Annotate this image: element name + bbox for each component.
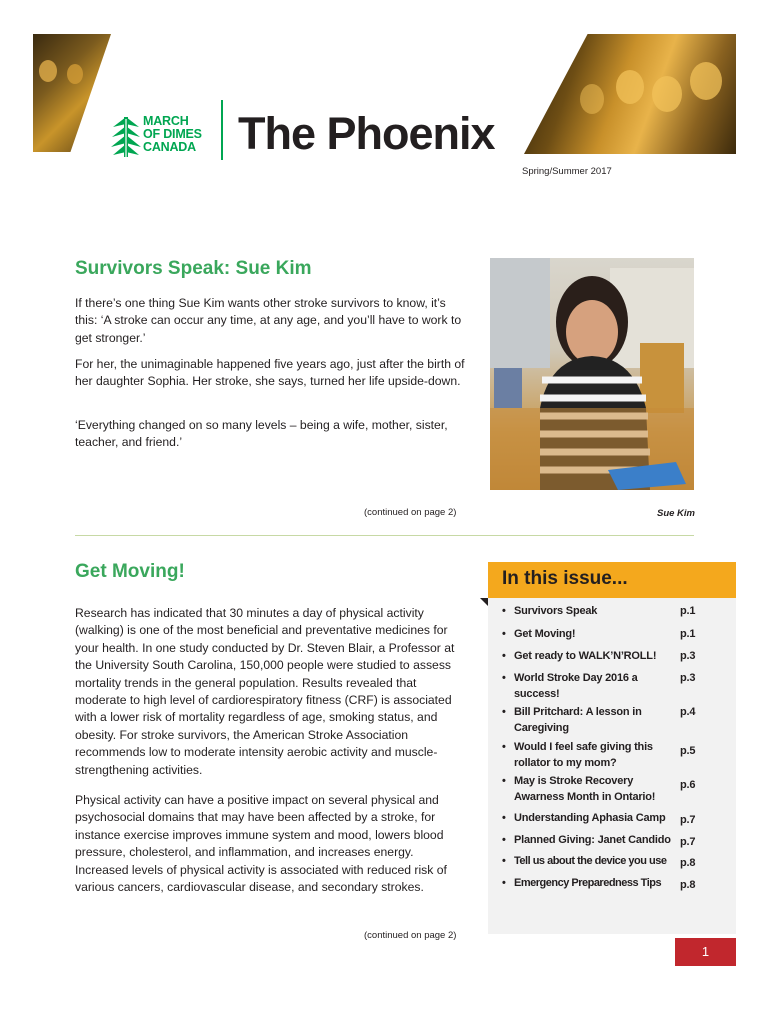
article1-title: Survivors Speak: Sue Kim [75, 258, 312, 279]
toc-item-label: Emergency Preparedness Tips [514, 877, 662, 889]
toc-item-page: p.7 [680, 836, 696, 848]
sidebar-title: In this issue... [502, 568, 628, 589]
table-of-contents [502, 0, 728, 1024]
toc-item-label: Get Moving! [514, 628, 576, 640]
toc-item-label: Would I feel safe giving this rollator to my mom? [514, 741, 653, 769]
page-number-badge: 1 [675, 938, 736, 966]
article2-title: Get Moving! [75, 561, 185, 582]
toc-item-label: Get ready to WALK’N’ROLL! [514, 650, 657, 662]
bullet-icon: • [502, 834, 506, 846]
article1-continued: (continued on page 2) [364, 507, 457, 518]
logo-wordmark [143, 115, 215, 154]
toc-item-label: May is Stroke Recovery Awarness Month in Ontario! [514, 775, 656, 803]
toc-item-label: World Stroke Day 2016 a success! [514, 672, 638, 700]
toc-item-page: p.8 [680, 857, 696, 869]
article1-paragraph-2: For her, the unimaginable happened five years ago, just after the birth of her daughter Sophia. Her stroke, she says, turned her life upside-down. [75, 357, 465, 389]
bullet-icon: • [502, 877, 506, 889]
article2-continued: (continued on page 2) [364, 930, 457, 941]
sidebar-notch [480, 598, 488, 606]
article2-paragraph-2: Physical activity can have a positive impact on several physical and psychosocial domains that may have been affected by a stroke, for instance exercise improves immune system and mood, lowers blood pressure, cholesterol, and inflammation, and increases energy. Increased levels of physical activity is associated with reduced risk of various cancers, cardiovascular disease, and secondary strokes. [75, 793, 447, 895]
bullet-icon: • [502, 855, 506, 867]
toc-item-label: Planned Giving: Janet Candido [514, 834, 671, 846]
toc-item-page: p.3 [680, 650, 696, 662]
toc-item-label: Tell us about the device you use [514, 855, 667, 867]
bullet-icon: • [502, 706, 506, 718]
toc-item-page: p.6 [680, 779, 696, 791]
bullet-icon: • [502, 812, 506, 824]
toc-item-page: p.7 [680, 814, 696, 826]
header-photo-left [33, 34, 111, 152]
logo-line-3: CANADA [143, 140, 196, 154]
toc-item-label: Bill Pritchard: A lesson in Caregiving [514, 706, 642, 734]
toc-item-page: p.1 [680, 628, 696, 640]
maple-tree-logo-icon [111, 115, 141, 157]
issue-date: Spring/Summer 2017 [522, 166, 612, 177]
logo-divider [221, 100, 223, 160]
bullet-icon: • [502, 628, 506, 640]
toc-item-page: p.8 [680, 879, 696, 891]
toc-item-page: p.4 [680, 706, 696, 718]
bullet-icon: • [502, 741, 506, 753]
toc-item-page: p.1 [680, 605, 696, 617]
bullet-icon: • [502, 775, 506, 787]
newsletter-title: The Phoenix [238, 108, 495, 159]
article1-paragraph-3: ‘Everything changed on so many levels – being a wife, mother, sister, teacher, and friend.’ [75, 418, 448, 450]
bullet-icon: • [502, 672, 506, 684]
logo-line-1: MARCH [143, 114, 189, 128]
article1-paragraph-1: If there’s one thing Sue Kim wants other stroke survivors to know, it’s this: ‘A stroke can occur any time, at any age, and you’ll have to work to get stronger.’ [75, 296, 462, 345]
article2-paragraph-1: Research has indicated that 30 minutes a day of physical activity (walking) is one of the most beneficial and preventative medicines for your health. In one study conducted by Dr. Steven Blair, a Professor at the University South Carolina, 150,000 people were studied to assess mortality trends in the general population. Results revealed that moderate to high level of cardiorespiratory fitness (CRF) is associated with a lower risk of mortality regardless of age, smoking status, and obesity. For stroke survivors, the American Stroke Association recommends low to moderate intensity aerobic activity and muscle-strengthening activities. [75, 606, 455, 777]
bullet-icon: • [502, 605, 506, 617]
toc-item-page: p.3 [680, 672, 696, 684]
logo-line-2: OF DIMES [143, 127, 202, 141]
toc-item-page: p.5 [680, 745, 696, 757]
bullet-icon: • [502, 650, 506, 662]
toc-item-label: Survivors Speak [514, 605, 598, 617]
toc-item-label: Understanding Aphasia Camp [514, 812, 666, 824]
photo-caption: Sue Kim [657, 508, 696, 519]
